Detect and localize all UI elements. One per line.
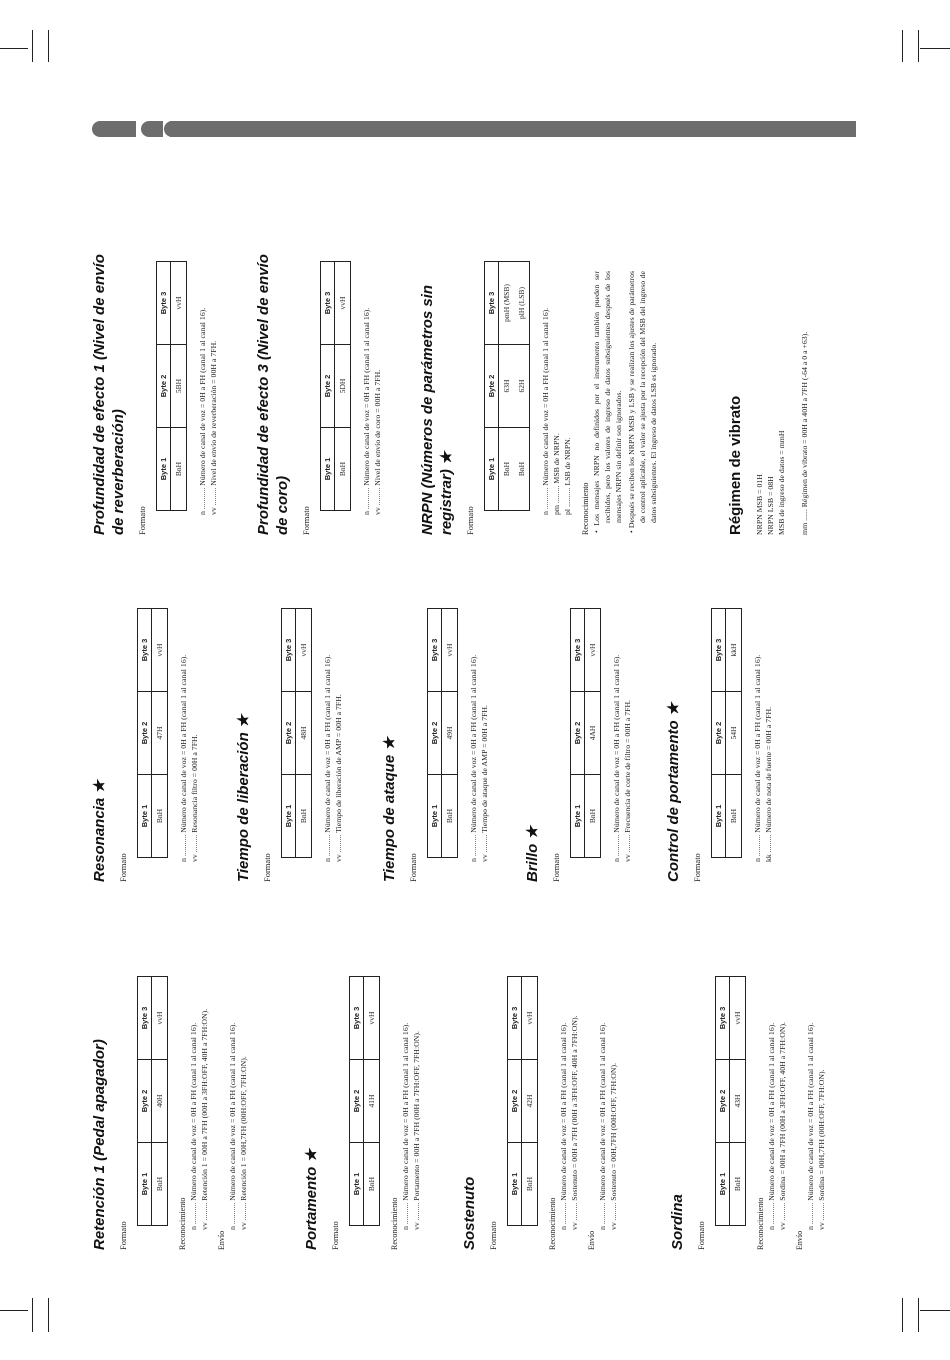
header-byte2: Byte 2 <box>716 1060 730 1143</box>
format-label: Formato <box>488 1221 498 1250</box>
section-vibrato <box>726 235 810 535</box>
text-line: n ........... Número de canal de voz = 0H a FH (canal 1 al canal 16). <box>806 1022 815 1230</box>
section-title: Resonancia ★ <box>91 780 108 882</box>
section-ataque <box>380 562 490 882</box>
text-line: n ........... Número de canal de voz = 0H a FH (canal 1 al canal 16). <box>362 307 371 515</box>
section-title: Tiempo de liberación ★ <box>235 714 252 882</box>
header-byte3: Byte 3 <box>157 262 171 345</box>
section-brillo <box>523 562 633 882</box>
header-byte3: Byte 3 <box>712 609 726 692</box>
header-byte3: Byte 3 <box>350 977 364 1060</box>
cell: 47H <box>152 692 168 775</box>
header-byte1: Byte 1 <box>138 1143 152 1226</box>
crop-mark <box>920 1310 950 1311</box>
cell: BnH <box>364 1143 380 1226</box>
text-line: n ........... Número de canal de voz = 0H a FH (canal 1 al canal 16). <box>612 654 621 862</box>
section-title: NRPN (Números de parámetros sin registrar) ★ <box>419 284 455 535</box>
cell: BnH <box>726 775 742 858</box>
format-label: Formato <box>408 853 418 882</box>
header-byte2: Byte 2 <box>138 1060 152 1143</box>
crop-mark <box>32 30 33 62</box>
text-line: MSB de ingreso de datos = mmH <box>777 430 786 535</box>
format-label: Formato <box>692 853 702 882</box>
cell: vvH <box>364 977 380 1060</box>
text-line: vv ......... Sordina = 00H,7FH (00H:OFF, 7FH:ON). <box>817 1069 826 1230</box>
cell: BnH <box>442 775 458 858</box>
text-line: vv ......... Tiempo de liberación de AMP = 00H a 7FH. <box>334 694 343 862</box>
header-byte1: Byte 1 <box>428 775 442 858</box>
format-label: Formato <box>137 506 147 535</box>
bullet-note: • Después se reciben los NRPN MSB y LSB y se realizan los ajustes de parámetros de control aplicable, el valor se ajusta por la recepción del MSB del ingreso de datos subsiguientes. El ingreso de datos LSB es ignorado. <box>627 271 658 533</box>
cell: vvH <box>442 609 458 692</box>
section-retencion <box>90 930 249 1250</box>
byte-table <box>715 976 746 1226</box>
text-line: NRPN LSB = 08H <box>766 476 775 535</box>
header-byte2: Byte 2 <box>508 1060 522 1143</box>
text-line: vv ......... Sostenuto = 00H a 7FH (00H a 3FH:OFF, 40H a 7FH:ON). <box>570 1015 579 1230</box>
header-byte2: Byte 2 <box>138 692 152 775</box>
text-line: kk ......... Número de nota de fuente = 00H a 7FH. <box>764 706 773 862</box>
crop-mark <box>902 30 903 62</box>
header-byte2: Byte 2 <box>428 692 442 775</box>
header-byte1: Byte 1 <box>138 775 152 858</box>
cell: BnH <box>296 775 312 858</box>
crop-mark <box>48 1298 49 1332</box>
section-title: Sostenuto <box>461 1176 478 1250</box>
send-label: Envío <box>587 1230 596 1250</box>
cell: vvH <box>730 977 746 1060</box>
header-byte1: Byte 1 <box>282 775 296 858</box>
cell: 4AH <box>585 692 601 775</box>
header-byte3: Byte 3 <box>716 977 730 1060</box>
header-byte2: Byte 2 <box>282 692 296 775</box>
section-resonancia <box>90 562 200 882</box>
cell: BnH <box>730 1143 746 1226</box>
send-label: Envío <box>795 1230 804 1250</box>
header-byte1: Byte 1 <box>321 428 335 511</box>
text-line: n ........... Número de canal de voz = 0H a FH (canal 1 al canal 16). <box>541 307 550 515</box>
section-liberacion <box>234 562 344 882</box>
cell: BnH <box>171 428 187 511</box>
text-line: n ........... Número de canal de voz = 0H a FH (canal 1 al canal 16). <box>198 307 207 515</box>
format-label: Formato <box>301 506 311 535</box>
cell: 54H <box>726 692 742 775</box>
header-byte2: Byte 2 <box>571 692 585 775</box>
format-label: Formato <box>330 1221 340 1250</box>
header-byte3: Byte 3 <box>485 262 499 345</box>
cell: vvH <box>296 609 312 692</box>
header-byte1: Byte 1 <box>157 428 171 511</box>
text-line: pm ......... MSB de NRPN. <box>552 433 561 515</box>
byte-table <box>507 976 538 1226</box>
header-byte3: Byte 3 <box>428 609 442 692</box>
cell: 41H <box>364 1060 380 1143</box>
cell: vvH <box>335 262 351 345</box>
cell: 62H <box>514 345 530 428</box>
text-line: NRPN MSB = 01H <box>755 474 764 535</box>
header-byte3: Byte 3 <box>138 609 152 692</box>
header-byte1: Byte 1 <box>571 775 585 858</box>
recognition-label: Reconocimiento <box>390 1197 399 1250</box>
section-portamento <box>302 930 422 1250</box>
byte-table <box>137 608 168 858</box>
recognition-label: Reconocimiento <box>178 1197 187 1250</box>
cell: vvH <box>152 609 168 692</box>
text-line: n ........... Número de canal de voz = 0H a FH (canal 1 al canal 16). <box>559 1022 568 1230</box>
header-byte2: Byte 2 <box>157 345 171 428</box>
header-byte2: Byte 2 <box>485 345 499 428</box>
byte-table <box>156 261 187 511</box>
header-band <box>170 121 856 137</box>
cell: 49H <box>442 692 458 775</box>
cell: BnH <box>335 428 351 511</box>
crop-mark <box>918 1298 919 1332</box>
cell: vvH <box>171 262 187 345</box>
section-title: Profundidad de efecto 1 (Nivel de envío de reverberación) <box>91 254 127 535</box>
section-portamento-control <box>664 562 774 882</box>
crop-mark <box>0 48 28 49</box>
byte-table <box>137 976 168 1226</box>
text-line: vv ......... Tiempo de ataque de AMP = 00H a 7FH. <box>480 704 489 862</box>
crop-mark <box>918 30 919 62</box>
cell: 5BH <box>171 345 187 428</box>
text-line: vv ......... Portamento = 00H a 7FH (00H a 7FH:OFF, 7FH:ON). <box>412 1031 421 1230</box>
cell: 43H <box>730 1060 746 1143</box>
section-title: Portamento ★ <box>303 1149 320 1250</box>
cell: 40H <box>152 1060 168 1143</box>
text-line: vv ......... Nivel de envío de coro = 00H a 7FH. <box>373 369 382 515</box>
header-byte3: Byte 3 <box>508 977 522 1060</box>
text-line: vv ......... Retención 1 = 00H a 7FH (00H a 3FH:OFF, 40H a 7FH:ON). <box>200 1008 209 1230</box>
cell: 63H <box>499 345 515 428</box>
rotated-content <box>90 170 860 1250</box>
header-byte1: Byte 1 <box>508 1143 522 1226</box>
send-label: Envío <box>217 1230 226 1250</box>
cell: 5DH <box>335 345 351 428</box>
text-line: n ........... Número de canal de voz = 0H a FH (canal 1 al canal 16). <box>469 654 478 862</box>
section-title: Régimen de vibrato <box>727 395 744 535</box>
byte-table <box>570 608 601 858</box>
text-line: vv ......... Frecuencia de corte de filtro = 00H a 7FH. <box>623 699 632 862</box>
text-line: n ........... Número de canal de voz = 0H a FH (canal 1 al canal 16). <box>767 1022 776 1230</box>
header-byte3: Byte 3 <box>571 609 585 692</box>
cell: 42H <box>522 1060 538 1143</box>
header-byte2: Byte 2 <box>350 1060 364 1143</box>
section-title: Profundidad de efecto 3 (Nivel de envío de coro) <box>255 254 291 535</box>
header-byte1: Byte 1 <box>350 1143 364 1226</box>
text-line: mm ...... Régimen de vibrato = 00H a 40H a 7FH (-64 a 0 a +63). <box>800 331 809 535</box>
header-byte1: Byte 1 <box>716 1143 730 1226</box>
header-byte1: Byte 1 <box>712 775 726 858</box>
byte-table <box>711 608 742 858</box>
section-efecto1 <box>90 235 219 535</box>
header-tab <box>141 121 163 137</box>
text-line: n ........... Número de canal de voz = 0H a FH (canal 1 al canal 16). <box>189 1022 198 1230</box>
text-line: vv ......... Retención 1 = 00H,7FH (00H:OFF, 7FH:ON). <box>239 1056 248 1230</box>
text-line: n ........... Número de canal de voz = 0H a FH (canal 1 al canal 16). <box>401 1022 410 1230</box>
header-byte2: Byte 2 <box>321 345 335 428</box>
cell: vvH <box>585 609 601 692</box>
header-byte3: Byte 3 <box>321 262 335 345</box>
crop-mark <box>0 1310 28 1311</box>
text-line: n ........... Número de canal de voz = 0H a FH (canal 1 al canal 16). <box>228 1022 237 1230</box>
format-label: Formato <box>465 506 475 535</box>
crop-mark <box>32 1298 33 1332</box>
format-label: Formato <box>118 1221 128 1250</box>
section-title: Brillo ★ <box>524 826 541 882</box>
byte-table <box>484 261 530 511</box>
section-nrpn <box>418 235 661 535</box>
recognition-label: Reconocimiento <box>548 1197 557 1250</box>
header-byte3: Byte 3 <box>282 609 296 692</box>
text-line: n ........... Número de canal de voz = 0H a FH (canal 1 al canal 16). <box>753 654 762 862</box>
header-byte1: Byte 1 <box>485 428 499 511</box>
format-label: Formato <box>551 853 561 882</box>
cell: 48H <box>296 692 312 775</box>
section-efecto3 <box>254 235 383 535</box>
section-sordina <box>668 930 827 1250</box>
recognition-label: Reconocimiento <box>581 482 590 535</box>
cell: BnH <box>499 428 515 511</box>
text-line: pl .......... LSB de NRPN. <box>563 437 572 515</box>
crop-mark <box>920 48 950 49</box>
cell: BnH <box>585 775 601 858</box>
section-sostenuto <box>460 930 619 1250</box>
section-title: Tiempo de ataque ★ <box>381 737 398 882</box>
text-line: vv ......... Sostenuto = 00H,7FH (00H:OFF, 7FH:ON). <box>609 1062 618 1230</box>
byte-table <box>427 608 458 858</box>
text-line: n ........... Número de canal de voz = 0H a FH (canal 1 al canal 16). <box>179 654 188 862</box>
format-label: Formato <box>118 853 128 882</box>
format-label: Formato <box>696 1221 706 1250</box>
crop-mark <box>902 1298 903 1332</box>
format-label: Formato <box>262 853 272 882</box>
cell: BnH <box>522 1143 538 1226</box>
section-title: Sordina <box>669 1194 686 1250</box>
section-title: Control de portamento ★ <box>665 702 682 882</box>
text-line: n ........... Número de canal de voz = 0H a FH (canal 1 al canal 16). <box>598 1022 607 1230</box>
cell: BnH <box>152 775 168 858</box>
byte-table <box>320 261 351 511</box>
header-byte2: Byte 2 <box>712 692 726 775</box>
text-line: vv ......... Sordina = 00H a 7FH (00H a 3FH:OFF, 40H a 7FH:ON). <box>778 1021 787 1230</box>
crop-mark <box>48 30 49 62</box>
section-title: Retención 1 (Pedal apagador) <box>91 1039 108 1250</box>
cell: BnH <box>152 1143 168 1226</box>
byte-table <box>281 608 312 858</box>
cell: pmH (MSB) <box>499 262 515 345</box>
cell: plH (LSB) <box>514 262 530 345</box>
cell: kkH <box>726 609 742 692</box>
header-tab <box>92 121 136 137</box>
recognition-label: Reconocimiento <box>756 1197 765 1250</box>
byte-table <box>349 976 380 1226</box>
bullet-note: • Los mensajes NRPN no definidos por el instrumento también pueden ser recibidos, pero los valores de ingreso de datos subsiguientes después de los mensajes NRPN sin definir son ignorados. <box>592 271 623 533</box>
cell: vvH <box>152 977 168 1060</box>
cell: BnH <box>514 428 530 511</box>
text-line: n ........... Número de canal de voz = 0H a FH (canal 1 al canal 16). <box>323 654 332 862</box>
header-byte3: Byte 3 <box>138 977 152 1060</box>
cell: vvH <box>522 977 538 1060</box>
text-line: vv ......... Nivel de envío de reverberación = 00H a 7FH. <box>209 340 218 515</box>
text-line: vv ......... Resonancia filtro = 00H a 7FH. <box>190 734 199 862</box>
